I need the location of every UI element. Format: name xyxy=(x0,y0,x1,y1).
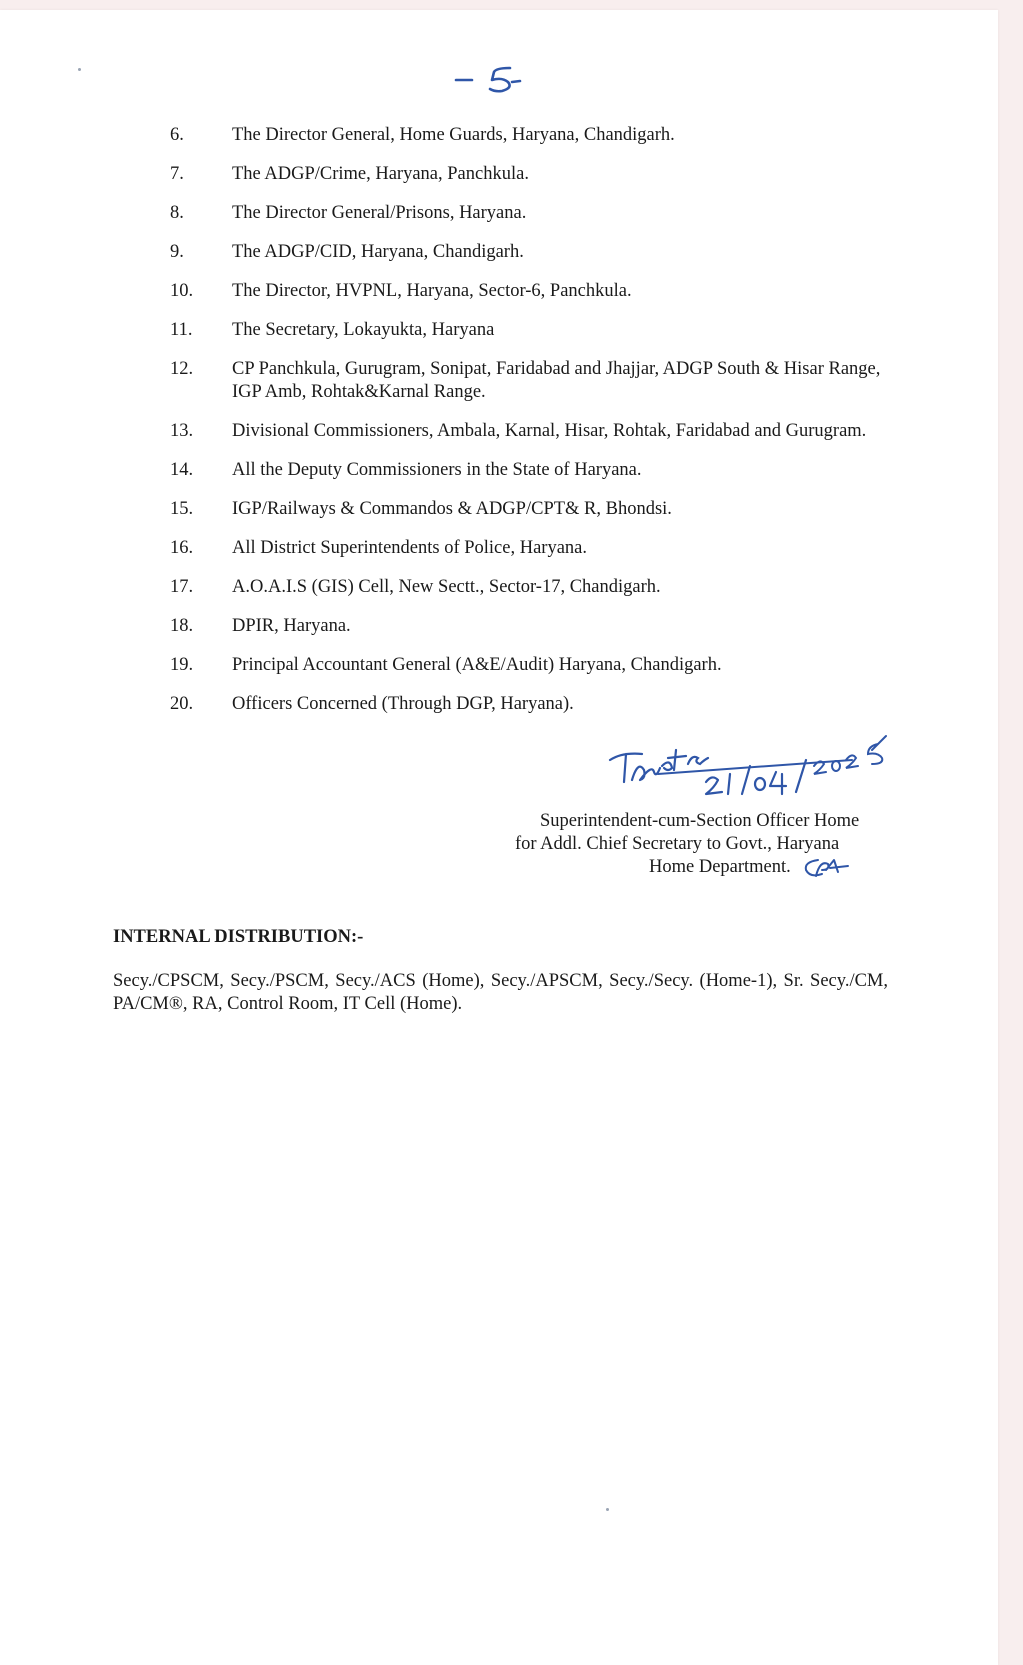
signatory-designation: Superintendent-cum-Section Officer Home xyxy=(540,811,860,831)
item-text: The Director, HVPNL, Haryana, Sector-6, Panchkula. xyxy=(232,281,632,301)
scan-speck xyxy=(606,1508,609,1511)
item-number: 8. xyxy=(170,203,184,223)
item-text: The Secretary, Lokayukta, Haryana xyxy=(232,320,495,340)
item-number: 12. xyxy=(170,359,194,379)
distribution-list xyxy=(170,124,890,732)
item-text: A.O.A.I.S (GIS) Cell, New Sectt., Sector-17, Chandigarh. xyxy=(232,577,661,597)
item-number: 20. xyxy=(170,694,194,714)
list-item xyxy=(170,319,890,342)
item-number: 17. xyxy=(170,577,194,597)
item-number: 13. xyxy=(170,421,194,441)
item-number: 6. xyxy=(170,125,184,145)
list-item xyxy=(170,576,890,599)
item-text: Officers Concerned (Through DGP, Haryana). xyxy=(232,694,574,714)
list-item xyxy=(170,358,890,404)
list-item xyxy=(170,498,890,521)
item-text: The ADGP/CID, Haryana, Chandigarh. xyxy=(232,242,524,262)
internal-distribution-heading: INTERNAL DISTRIBUTION:- xyxy=(113,927,364,947)
list-item xyxy=(170,615,890,638)
signatory-on-behalf: for Addl. Chief Secretary to Govt., Haryana xyxy=(515,834,840,854)
list-item xyxy=(170,459,890,482)
item-number: 16. xyxy=(170,538,194,558)
item-text: IGP/Railways & Commandos & ADGP/CPT& R, Bhondsi. xyxy=(232,499,672,519)
item-number: 18. xyxy=(170,616,194,636)
scan-speck xyxy=(78,68,81,71)
item-number: 14. xyxy=(170,460,194,480)
item-number: 10. xyxy=(170,281,194,301)
item-text: CP Panchkula, Gurugram, Sonipat, Faridabad and Jhajjar, ADGP South & Hisar Range, IGP Amb, Rohtak&Karnal Range. xyxy=(232,359,881,402)
item-number: 19. xyxy=(170,655,194,675)
item-text: Divisional Commissioners, Ambala, Karnal, Hisar, Rohtak, Faridabad and Gurugram. xyxy=(232,421,867,441)
item-number: 15. xyxy=(170,499,194,519)
item-number: 11. xyxy=(170,320,193,340)
item-number: 7. xyxy=(170,164,184,184)
item-text: All District Superintendents of Police, Haryana. xyxy=(232,538,588,558)
item-text: The Director General/Prisons, Haryana. xyxy=(232,203,527,223)
list-item xyxy=(170,241,890,264)
item-text: All the Deputy Commissioners in the State of Haryana. xyxy=(232,460,642,480)
item-text: The Director General, Home Guards, Haryana, Chandigarh. xyxy=(232,125,675,145)
list-item xyxy=(170,537,890,560)
item-text: DPIR, Haryana. xyxy=(232,616,351,636)
list-item xyxy=(170,280,890,303)
handwritten-page-number xyxy=(450,60,540,100)
list-item xyxy=(170,693,890,716)
handwritten-initials xyxy=(800,854,852,880)
item-text: The ADGP/Crime, Haryana, Panchkula. xyxy=(232,164,529,184)
list-item xyxy=(170,654,890,677)
list-item xyxy=(170,420,890,443)
item-number: 9. xyxy=(170,242,184,262)
list-item xyxy=(170,124,890,147)
item-text: Principal Accountant General (A&E/Audit) Haryana, Chandigarh. xyxy=(232,655,722,675)
handwritten-signature xyxy=(602,730,912,805)
list-item xyxy=(170,163,890,186)
list-item xyxy=(170,202,890,225)
signatory-department: Home Department. xyxy=(649,857,791,877)
internal-distribution-text: Secy./CPSCM, Secy./PSCM, Secy./ACS (Home), Secy./APSCM, Secy./Secy. (Home-1), Sr. Secy./CM, PA/CM®, RA, Control Room, IT Cell (Home). xyxy=(113,971,888,1014)
document-page xyxy=(0,10,998,1665)
